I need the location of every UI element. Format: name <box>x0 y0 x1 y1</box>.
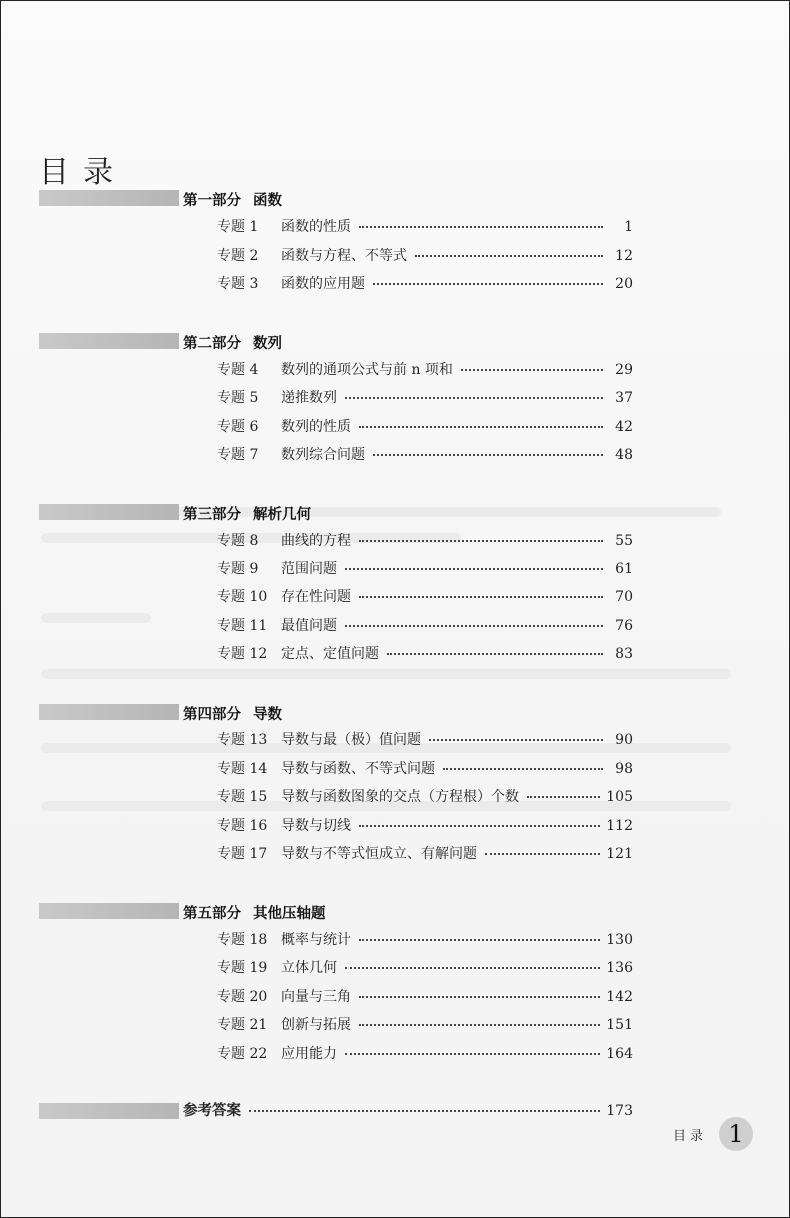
page-number: 20 <box>615 276 633 292</box>
topic-title: 导数与不等式恒成立、有解问题 <box>281 846 477 862</box>
topic-number: 专题 17 <box>217 846 268 862</box>
part-name: 解析几何 <box>253 507 311 523</box>
toc-entry[interactable] <box>217 388 633 408</box>
toc-entry[interactable] <box>217 360 633 380</box>
page-number: 121 <box>606 846 633 862</box>
topic-number: 专题 21 <box>217 1017 268 1033</box>
topic-title: 向量与三角 <box>281 989 351 1005</box>
toc-entry[interactable] <box>217 587 633 607</box>
dot-leader <box>359 995 600 998</box>
topic-title: 范围问题 <box>281 561 337 577</box>
topic-number: 专题 11 <box>217 618 268 634</box>
dot-leader <box>359 1023 600 1026</box>
part-number: 第四部分 <box>183 707 241 723</box>
page-number: 112 <box>606 818 633 834</box>
page-number: 42 <box>615 419 633 435</box>
page-number: 90 <box>615 732 633 748</box>
topic-title: 创新与拓展 <box>281 1017 351 1033</box>
dot-leader <box>359 824 600 827</box>
toc-entry[interactable] <box>217 445 633 465</box>
answers-entry[interactable] <box>183 1101 633 1121</box>
toc-entry[interactable] <box>217 246 633 266</box>
part-header-bar <box>39 903 179 919</box>
topic-number: 专题 12 <box>217 646 268 662</box>
dot-leader <box>461 368 603 371</box>
topic-number: 专题 19 <box>217 960 268 976</box>
toc-entry[interactable] <box>217 274 633 294</box>
toc-entry[interactable] <box>217 987 633 1007</box>
topic-number: 专题 7 <box>217 447 259 463</box>
toc-entry[interactable] <box>217 844 633 864</box>
topic-number: 专题 1 <box>217 219 259 235</box>
part-name: 函数 <box>253 193 282 209</box>
part-header <box>183 703 282 724</box>
toc-entry[interactable] <box>217 1015 633 1035</box>
topic-title: 导数与切线 <box>281 818 351 834</box>
topic-number: 专题 20 <box>217 989 268 1005</box>
topic-number: 专题 9 <box>217 561 259 577</box>
part-name: 数列 <box>253 336 282 352</box>
topic-number: 专题 13 <box>217 732 268 748</box>
dot-leader <box>373 453 603 456</box>
toc-entry[interactable] <box>217 759 633 779</box>
page-number: 48 <box>615 447 633 463</box>
dot-leader <box>373 282 603 285</box>
part-name: 其他压轴题 <box>253 906 326 922</box>
toc-entry[interactable] <box>217 930 633 950</box>
dot-leader <box>429 738 603 741</box>
dot-leader <box>345 567 603 570</box>
page-number: 83 <box>615 646 633 662</box>
page-number: 142 <box>606 989 633 1005</box>
part-name: 导数 <box>253 707 282 723</box>
dot-leader <box>345 396 603 399</box>
toc-entry[interactable] <box>217 730 633 750</box>
toc-entry[interactable] <box>217 531 633 551</box>
toc-entry[interactable] <box>217 217 633 237</box>
page-number: 164 <box>606 1046 633 1062</box>
topic-number: 专题 6 <box>217 419 259 435</box>
topic-title: 定点、定值问题 <box>281 646 379 662</box>
dot-leader <box>345 966 600 969</box>
page-number: 29 <box>615 362 633 378</box>
page-number: 98 <box>615 761 633 777</box>
dot-leader <box>443 767 603 770</box>
dot-leader <box>359 225 603 228</box>
topic-title: 概率与统计 <box>281 932 351 948</box>
dot-leader <box>359 425 603 428</box>
part-header <box>183 332 282 353</box>
topic-title: 曲线的方程 <box>281 533 351 549</box>
topic-number: 专题 15 <box>217 789 268 805</box>
toc-entry[interactable] <box>217 816 633 836</box>
topic-title: 立体几何 <box>281 960 337 976</box>
part-number: 第五部分 <box>183 906 241 922</box>
part-header-bar <box>39 190 179 206</box>
dot-leader <box>359 595 603 598</box>
toc-entry[interactable] <box>217 616 633 636</box>
toc-entry[interactable] <box>217 958 633 978</box>
topic-number: 专题 8 <box>217 533 259 549</box>
topic-number: 专题 10 <box>217 589 268 605</box>
toc-entry[interactable] <box>217 417 633 437</box>
dot-leader <box>387 652 603 655</box>
topic-number: 专题 16 <box>217 818 268 834</box>
topic-title: 递推数列 <box>281 390 337 406</box>
topic-title: 数列的性质 <box>281 419 351 435</box>
topic-number: 专题 14 <box>217 761 268 777</box>
topic-title: 函数的性质 <box>281 219 351 235</box>
dot-leader <box>345 624 603 627</box>
part-number: 第三部分 <box>183 507 241 523</box>
page-number: 61 <box>615 561 633 577</box>
page-title: 目录 <box>39 155 127 190</box>
toc-entry[interactable] <box>217 787 633 807</box>
topic-title: 导数与函数图象的交点（方程根）个数 <box>281 789 519 805</box>
toc-entry[interactable] <box>217 1044 633 1064</box>
footer-label: 目录 <box>673 1129 708 1144</box>
page-number-badge: 1 <box>719 1117 753 1151</box>
answers-title: 参考答案 <box>183 1103 241 1119</box>
topic-title: 最值问题 <box>281 618 337 634</box>
part-number: 第一部分 <box>183 193 241 209</box>
part-header-bar <box>39 504 179 520</box>
part-header-bar <box>39 333 179 349</box>
toc-entry[interactable] <box>217 644 633 664</box>
topic-number: 专题 3 <box>217 276 259 292</box>
topic-number: 专题 5 <box>217 390 259 406</box>
part-header <box>183 503 311 524</box>
topic-title: 存在性问题 <box>281 589 351 605</box>
dot-leader <box>345 1052 600 1055</box>
topic-title: 函数与方程、不等式 <box>281 248 407 264</box>
topic-title: 数列综合问题 <box>281 447 365 463</box>
page-number: 12 <box>615 248 633 264</box>
page-number: 105 <box>606 789 633 805</box>
bleed-through-mark <box>41 613 151 623</box>
part-header-bar <box>39 704 179 720</box>
page-number: 1 <box>624 219 633 235</box>
page-number: 37 <box>615 390 633 406</box>
answers-bar <box>39 1103 179 1119</box>
part-number: 第二部分 <box>183 336 241 352</box>
topic-title: 应用能力 <box>281 1046 337 1062</box>
page-number: 173 <box>606 1103 633 1119</box>
toc-entry[interactable] <box>217 559 633 579</box>
topic-title: 导数与最（极）值问题 <box>281 732 421 748</box>
page-number: 76 <box>615 618 633 634</box>
page-number: 130 <box>606 932 633 948</box>
page-number: 55 <box>615 533 633 549</box>
page-number: 70 <box>615 589 633 605</box>
topic-title: 函数的应用题 <box>281 276 365 292</box>
topic-number: 专题 22 <box>217 1046 268 1062</box>
page-number: 136 <box>606 960 633 976</box>
dot-leader <box>359 938 600 941</box>
dot-leader <box>485 852 600 855</box>
bleed-through-mark <box>41 669 731 679</box>
page-number: 151 <box>606 1017 633 1033</box>
topic-number: 专题 18 <box>217 932 268 948</box>
topic-number: 专题 2 <box>217 248 259 264</box>
dot-leader <box>415 254 603 257</box>
topic-number: 专题 4 <box>217 362 259 378</box>
topic-title: 导数与函数、不等式问题 <box>281 761 435 777</box>
dot-leader <box>249 1109 600 1112</box>
dot-leader <box>359 539 603 542</box>
part-header <box>183 189 282 210</box>
part-header <box>183 902 326 923</box>
topic-title: 数列的通项公式与前 n 项和 <box>281 362 453 378</box>
dot-leader <box>527 795 600 798</box>
